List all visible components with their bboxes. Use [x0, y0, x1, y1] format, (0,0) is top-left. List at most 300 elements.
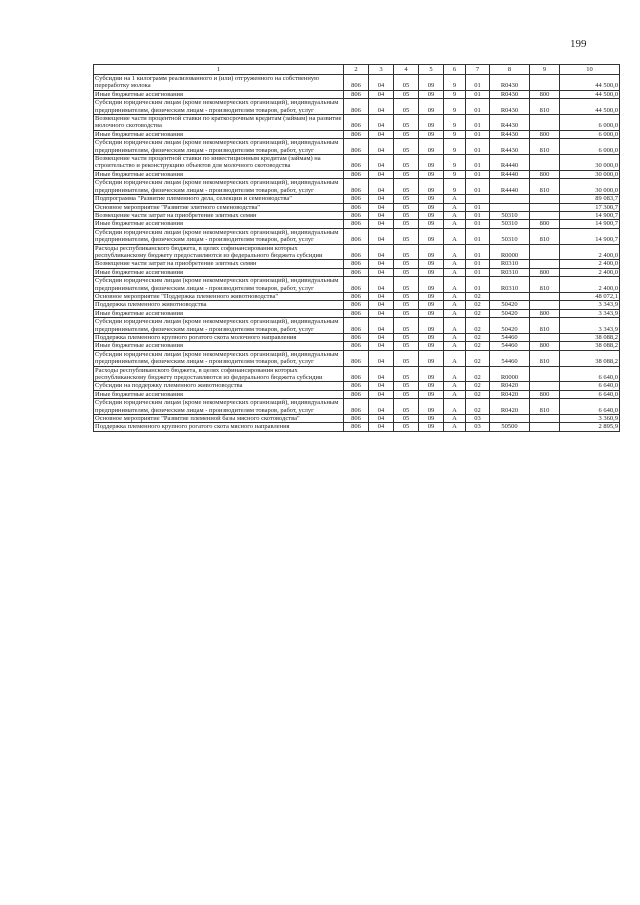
row-amount: 3 343,9 — [560, 309, 620, 317]
row-code-expense-type: 800 — [530, 220, 560, 228]
row-code-expense-type: 810 — [530, 399, 560, 415]
row-code-direction: R0430 — [490, 99, 530, 115]
table-row — [94, 220, 620, 228]
row-code-ministry: 806 — [344, 220, 369, 228]
row-code-direction: R0420 — [490, 382, 530, 390]
row-code-section: 04 — [369, 139, 394, 155]
row-code-direction: 50310 — [490, 228, 530, 244]
row-code-direction: R4430 — [490, 130, 530, 138]
row-name: Субсидии юридическим лицам (кроме некоммерческих организаций), индивидуальным предпринимателям, физическим лицам - производителям товаров, работ, услуг — [94, 99, 344, 115]
row-code-event: 02 — [466, 399, 490, 415]
row-code-section: 04 — [369, 301, 394, 309]
row-code-expense-type — [530, 115, 560, 131]
row-code-program: 09 — [419, 423, 444, 431]
row-code-program: 09 — [419, 366, 444, 382]
row-code-program: 09 — [419, 179, 444, 195]
row-code-subsection: 05 — [394, 211, 419, 219]
row-name: Субсидии юридическим лицам (кроме некоммерческих организаций), индивидуальным предпринимателям, физическим лицам - производителям товаров, работ, услуг — [94, 179, 344, 195]
row-name: Иные бюджетные ассигнования — [94, 220, 344, 228]
row-code-subprogram: 9 — [444, 170, 466, 178]
row-code-direction: 50420 — [490, 318, 530, 334]
row-amount: 2 895,9 — [560, 423, 620, 431]
row-amount: 3 343,9 — [560, 318, 620, 334]
row-code-subsection: 05 — [394, 260, 419, 268]
column-header: 7 — [466, 65, 490, 75]
row-code-program: 09 — [419, 99, 444, 115]
column-header: 5 — [419, 65, 444, 75]
row-name: Иные бюджетные ассигнования — [94, 342, 344, 350]
row-code-section: 04 — [369, 75, 394, 91]
row-code-direction: 54460 — [490, 342, 530, 350]
row-code-subsection: 05 — [394, 75, 419, 91]
row-name: Основное мероприятие "Поддержка племенного животноводства" — [94, 292, 344, 300]
row-code-subprogram: 9 — [444, 139, 466, 155]
row-name: Поддержка племенного крупного рогатого скота молочного направления — [94, 334, 344, 342]
row-name: Субсидии на поддержку племенного животноводства — [94, 382, 344, 390]
row-code-subprogram: А — [444, 244, 466, 260]
row-code-ministry: 806 — [344, 203, 369, 211]
row-code-ministry: 806 — [344, 318, 369, 334]
row-code-expense-type — [530, 301, 560, 309]
row-code-program: 09 — [419, 195, 444, 203]
row-name: Иные бюджетные ассигнования — [94, 90, 344, 98]
row-code-event: 02 — [466, 390, 490, 398]
row-code-expense-type: 810 — [530, 179, 560, 195]
row-code-subsection: 05 — [394, 139, 419, 155]
row-code-ministry: 806 — [344, 195, 369, 203]
row-code-event: 01 — [466, 170, 490, 178]
row-code-expense-type — [530, 260, 560, 268]
row-name: Субсидии юридическим лицам (кроме некоммерческих организаций), индивидуальным предпринимателям, физическим лицам - производителям товаров, работ, услуг — [94, 318, 344, 334]
row-code-direction: 50310 — [490, 211, 530, 219]
row-code-program: 09 — [419, 220, 444, 228]
row-code-section: 04 — [369, 366, 394, 382]
row-code-section: 04 — [369, 423, 394, 431]
row-code-direction: R0430 — [490, 75, 530, 91]
row-amount: 6 000,0 — [560, 115, 620, 131]
row-code-section: 04 — [369, 203, 394, 211]
row-amount: 48 072,1 — [560, 292, 620, 300]
row-code-event: 02 — [466, 318, 490, 334]
row-amount: 6 640,0 — [560, 399, 620, 415]
row-code-event: 01 — [466, 130, 490, 138]
row-name: Возмещение части процентной ставки по краткосрочным кредитам (займам) на развитие молочного скотоводства — [94, 115, 344, 131]
row-code-subprogram: А — [444, 211, 466, 219]
row-code-subsection: 05 — [394, 179, 419, 195]
row-code-expense-type — [530, 195, 560, 203]
row-code-subprogram: А — [444, 260, 466, 268]
row-code-expense-type — [530, 334, 560, 342]
table-row — [94, 195, 620, 203]
row-code-section: 04 — [369, 228, 394, 244]
row-code-section: 04 — [369, 350, 394, 366]
row-code-event: 01 — [466, 99, 490, 115]
row-code-section: 04 — [369, 195, 394, 203]
table-row — [94, 309, 620, 317]
column-header: 2 — [344, 65, 369, 75]
row-code-program: 09 — [419, 301, 444, 309]
row-code-expense-type: 810 — [530, 139, 560, 155]
row-code-direction: R4430 — [490, 115, 530, 131]
row-code-event: 02 — [466, 342, 490, 350]
column-header: 10 — [560, 65, 620, 75]
row-code-section: 04 — [369, 334, 394, 342]
row-code-ministry: 806 — [344, 301, 369, 309]
row-code-program: 09 — [419, 390, 444, 398]
table-row — [94, 366, 620, 382]
row-code-expense-type: 810 — [530, 318, 560, 334]
row-code-event: 02 — [466, 309, 490, 317]
row-code-ministry: 806 — [344, 179, 369, 195]
row-code-ministry: 806 — [344, 228, 369, 244]
row-name: Субсидии юридическим лицам (кроме некоммерческих организаций), индивидуальным предпринимателям, физическим лицам - производителям товаров, работ, услуг — [94, 399, 344, 415]
row-code-event: 01 — [466, 268, 490, 276]
row-code-subprogram: А — [444, 342, 466, 350]
row-code-ministry: 806 — [344, 75, 369, 91]
row-name: Иные бюджетные ассигнования — [94, 390, 344, 398]
row-code-event: 01 — [466, 228, 490, 244]
table-row — [94, 211, 620, 219]
row-code-subsection: 05 — [394, 415, 419, 423]
row-name: Поддержка племенного крупного рогатого скота мясного направления — [94, 423, 344, 431]
table-row — [94, 179, 620, 195]
row-code-program: 09 — [419, 228, 444, 244]
row-code-event: 03 — [466, 415, 490, 423]
row-code-direction: R4430 — [490, 139, 530, 155]
table-row — [94, 115, 620, 131]
row-code-subprogram: А — [444, 423, 466, 431]
column-header: 6 — [444, 65, 466, 75]
row-code-section: 04 — [369, 415, 394, 423]
row-amount: 44 500,0 — [560, 90, 620, 98]
row-code-direction: 50420 — [490, 301, 530, 309]
row-code-program: 09 — [419, 334, 444, 342]
row-code-subprogram: А — [444, 415, 466, 423]
row-code-ministry: 806 — [344, 115, 369, 131]
row-name: Основное мероприятие "Развитие племенной базы мясного скотоводства" — [94, 415, 344, 423]
row-code-ministry: 806 — [344, 211, 369, 219]
row-code-subprogram: 9 — [444, 130, 466, 138]
table-row — [94, 318, 620, 334]
row-name: Субсидии юридическим лицам (кроме некоммерческих организаций), индивидуальным предпринимателям, физическим лицам - производителям товаров, работ, услуг — [94, 350, 344, 366]
row-amount: 14 900,7 — [560, 211, 620, 219]
row-code-ministry: 806 — [344, 334, 369, 342]
row-code-ministry: 806 — [344, 390, 369, 398]
row-code-program: 09 — [419, 211, 444, 219]
row-code-ministry: 806 — [344, 342, 369, 350]
table-row — [94, 244, 620, 260]
row-code-program: 09 — [419, 203, 444, 211]
row-code-expense-type: 800 — [530, 390, 560, 398]
row-name: Возмещение части затрат на приобретение элитных семян — [94, 211, 344, 219]
row-name: Субсидии на 1 килограмм реализованного и (или) отгруженного на собственную переработку молока — [94, 75, 344, 91]
table-row — [94, 334, 620, 342]
row-amount: 6 000,0 — [560, 139, 620, 155]
row-name: Возмещение части процентной ставки по инвестиционным кредитам (займам) на строительство и реконструкцию объектов для молочного скотоводства — [94, 155, 344, 171]
row-amount: 2 400,0 — [560, 260, 620, 268]
column-header: 8 — [490, 65, 530, 75]
row-code-ministry: 806 — [344, 350, 369, 366]
table-row — [94, 130, 620, 138]
row-code-program: 09 — [419, 75, 444, 91]
row-code-direction: R0310 — [490, 277, 530, 293]
row-code-expense-type — [530, 211, 560, 219]
row-code-section: 04 — [369, 268, 394, 276]
table-row — [94, 350, 620, 366]
row-name: Расходы республиканского бюджета, в целях софинансирования которых республиканскому бюджету предоставляются из федерального бюджета субсидии — [94, 244, 344, 260]
row-code-program: 09 — [419, 155, 444, 171]
row-code-ministry: 806 — [344, 423, 369, 431]
row-code-ministry: 806 — [344, 170, 369, 178]
row-code-event: 02 — [466, 334, 490, 342]
row-code-program: 09 — [419, 292, 444, 300]
row-code-subsection: 05 — [394, 366, 419, 382]
row-code-subsection: 05 — [394, 277, 419, 293]
row-code-subsection: 05 — [394, 268, 419, 276]
row-code-program: 09 — [419, 309, 444, 317]
row-code-event: 01 — [466, 139, 490, 155]
row-code-subsection: 05 — [394, 244, 419, 260]
row-code-subprogram: А — [444, 228, 466, 244]
row-code-ministry: 806 — [344, 90, 369, 98]
table-row — [94, 155, 620, 171]
row-code-section: 04 — [369, 390, 394, 398]
row-name: Иные бюджетные ассигнования — [94, 170, 344, 178]
row-name: Поддержка племенного животноводства — [94, 301, 344, 309]
row-code-ministry: 806 — [344, 268, 369, 276]
row-code-direction: 50420 — [490, 309, 530, 317]
row-code-program: 09 — [419, 350, 444, 366]
row-code-expense-type: 810 — [530, 99, 560, 115]
table-row — [94, 260, 620, 268]
row-code-program: 09 — [419, 170, 444, 178]
row-amount: 30 000,0 — [560, 179, 620, 195]
row-code-section: 04 — [369, 99, 394, 115]
row-code-subprogram: А — [444, 350, 466, 366]
table-row — [94, 90, 620, 98]
row-code-event: 01 — [466, 115, 490, 131]
row-code-program: 09 — [419, 318, 444, 334]
row-code-expense-type — [530, 415, 560, 423]
row-code-direction: R4440 — [490, 179, 530, 195]
row-code-expense-type — [530, 244, 560, 260]
row-amount: 6 000,0 — [560, 130, 620, 138]
table-row — [94, 423, 620, 431]
row-name: Субсидии юридическим лицам (кроме некоммерческих организаций), индивидуальным предпринимателям, физическим лицам - производителям товаров, работ, услуг — [94, 277, 344, 293]
row-code-subprogram: А — [444, 268, 466, 276]
row-code-program: 09 — [419, 382, 444, 390]
row-code-subsection: 05 — [394, 309, 419, 317]
row-code-subprogram: А — [444, 366, 466, 382]
row-amount: 14 900,7 — [560, 228, 620, 244]
row-code-direction: R0000 — [490, 366, 530, 382]
table-row — [94, 382, 620, 390]
row-code-expense-type — [530, 155, 560, 171]
table-row — [94, 139, 620, 155]
row-code-program: 09 — [419, 244, 444, 260]
table-row — [94, 228, 620, 244]
row-code-ministry: 806 — [344, 155, 369, 171]
row-amount: 6 640,0 — [560, 382, 620, 390]
row-code-subsection: 05 — [394, 350, 419, 366]
table-header-row — [94, 65, 620, 75]
row-code-direction — [490, 195, 530, 203]
row-code-ministry: 806 — [344, 399, 369, 415]
row-code-section: 04 — [369, 115, 394, 131]
row-code-section: 04 — [369, 399, 394, 415]
table-row — [94, 301, 620, 309]
row-code-direction: 50500 — [490, 423, 530, 431]
row-code-subprogram: А — [444, 309, 466, 317]
row-code-ministry: 806 — [344, 260, 369, 268]
row-code-direction — [490, 292, 530, 300]
row-code-direction — [490, 415, 530, 423]
row-code-section: 04 — [369, 170, 394, 178]
row-code-ministry: 806 — [344, 415, 369, 423]
row-code-ministry: 806 — [344, 99, 369, 115]
row-code-section: 04 — [369, 179, 394, 195]
row-amount: 38 088,2 — [560, 334, 620, 342]
row-code-subsection: 05 — [394, 423, 419, 431]
row-code-subprogram: А — [444, 390, 466, 398]
row-amount: 30 000,0 — [560, 155, 620, 171]
row-code-ministry: 806 — [344, 292, 369, 300]
table-row — [94, 203, 620, 211]
row-code-subsection: 05 — [394, 220, 419, 228]
row-code-expense-type: 800 — [530, 309, 560, 317]
row-code-program: 09 — [419, 277, 444, 293]
row-code-direction: 54460 — [490, 350, 530, 366]
row-code-subprogram: 9 — [444, 75, 466, 91]
row-amount: 2 400,0 — [560, 277, 620, 293]
row-code-subprogram: 9 — [444, 155, 466, 171]
row-code-subprogram: А — [444, 399, 466, 415]
table-row — [94, 415, 620, 423]
row-code-event: 01 — [466, 211, 490, 219]
row-code-event: 01 — [466, 203, 490, 211]
row-code-subprogram: А — [444, 277, 466, 293]
row-code-event: 01 — [466, 90, 490, 98]
row-code-event: 02 — [466, 292, 490, 300]
row-code-section: 04 — [369, 90, 394, 98]
row-code-event: 03 — [466, 423, 490, 431]
table-row — [94, 342, 620, 350]
row-code-event — [466, 195, 490, 203]
row-code-expense-type: 800 — [530, 342, 560, 350]
row-code-subprogram: А — [444, 292, 466, 300]
row-code-subsection: 05 — [394, 292, 419, 300]
row-amount: 17 300,7 — [560, 203, 620, 211]
row-code-ministry: 806 — [344, 130, 369, 138]
row-amount: 14 900,7 — [560, 220, 620, 228]
row-amount: 2 400,0 — [560, 244, 620, 260]
table-row — [94, 292, 620, 300]
row-code-direction: R0430 — [490, 90, 530, 98]
row-code-subsection: 05 — [394, 382, 419, 390]
row-code-expense-type: 800 — [530, 90, 560, 98]
row-code-subsection: 05 — [394, 90, 419, 98]
row-code-subsection: 05 — [394, 301, 419, 309]
row-code-subprogram: 9 — [444, 115, 466, 131]
table-row — [94, 170, 620, 178]
row-amount: 44 500,0 — [560, 99, 620, 115]
row-code-subprogram: 9 — [444, 90, 466, 98]
row-code-subprogram: А — [444, 195, 466, 203]
table-row — [94, 99, 620, 115]
page-number: 199 — [570, 38, 587, 50]
row-code-subsection: 05 — [394, 399, 419, 415]
row-code-program: 09 — [419, 130, 444, 138]
row-code-expense-type — [530, 423, 560, 431]
row-code-direction — [490, 203, 530, 211]
row-amount: 38 088,2 — [560, 350, 620, 366]
row-code-section: 04 — [369, 211, 394, 219]
row-code-expense-type — [530, 292, 560, 300]
row-code-program: 09 — [419, 342, 444, 350]
row-code-subsection: 05 — [394, 99, 419, 115]
row-code-ministry: 806 — [344, 277, 369, 293]
row-name: Иные бюджетные ассигнования — [94, 268, 344, 276]
row-code-expense-type — [530, 366, 560, 382]
row-code-expense-type — [530, 75, 560, 91]
row-code-event: 02 — [466, 350, 490, 366]
row-code-subsection: 05 — [394, 318, 419, 334]
row-name: Возмещение части затрат на приобретение элитных семян — [94, 260, 344, 268]
column-header: 4 — [394, 65, 419, 75]
row-name: Субсидии юридическим лицам (кроме некоммерческих организаций), индивидуальным предпринимателям, физическим лицам - производителям товаров, работ, услуг — [94, 228, 344, 244]
row-code-expense-type: 810 — [530, 228, 560, 244]
row-code-subsection: 05 — [394, 203, 419, 211]
row-code-event: 01 — [466, 244, 490, 260]
row-amount: 89 083,7 — [560, 195, 620, 203]
row-code-subsection: 05 — [394, 228, 419, 244]
row-code-program: 09 — [419, 260, 444, 268]
row-code-subprogram: А — [444, 203, 466, 211]
row-code-expense-type: 800 — [530, 130, 560, 138]
row-code-event: 02 — [466, 301, 490, 309]
row-code-subsection: 05 — [394, 195, 419, 203]
row-code-ministry: 806 — [344, 139, 369, 155]
row-name: Расходы республиканского бюджета, в целях софинансирования которых республиканскому бюджету предоставляются из федерального бюджета субсидии — [94, 366, 344, 382]
row-code-section: 04 — [369, 155, 394, 171]
row-code-section: 04 — [369, 244, 394, 260]
row-code-subprogram: А — [444, 382, 466, 390]
row-code-direction: R4440 — [490, 155, 530, 171]
row-amount: 30 000,0 — [560, 170, 620, 178]
row-code-direction: R0310 — [490, 268, 530, 276]
row-code-expense-type: 800 — [530, 268, 560, 276]
row-code-direction: R0420 — [490, 399, 530, 415]
row-code-ministry: 806 — [344, 382, 369, 390]
row-code-subsection: 05 — [394, 342, 419, 350]
row-amount: 6 640,0 — [560, 366, 620, 382]
table-row — [94, 277, 620, 293]
row-code-section: 04 — [369, 220, 394, 228]
row-amount: 3 343,9 — [560, 301, 620, 309]
row-code-section: 04 — [369, 277, 394, 293]
row-code-section: 04 — [369, 342, 394, 350]
row-code-program: 09 — [419, 268, 444, 276]
row-code-section: 04 — [369, 260, 394, 268]
row-code-event: 01 — [466, 179, 490, 195]
row-code-expense-type — [530, 382, 560, 390]
table-row — [94, 75, 620, 91]
row-code-section: 04 — [369, 292, 394, 300]
row-code-ministry: 806 — [344, 309, 369, 317]
row-code-program: 09 — [419, 399, 444, 415]
row-code-subsection: 05 — [394, 130, 419, 138]
row-code-subprogram: А — [444, 318, 466, 334]
